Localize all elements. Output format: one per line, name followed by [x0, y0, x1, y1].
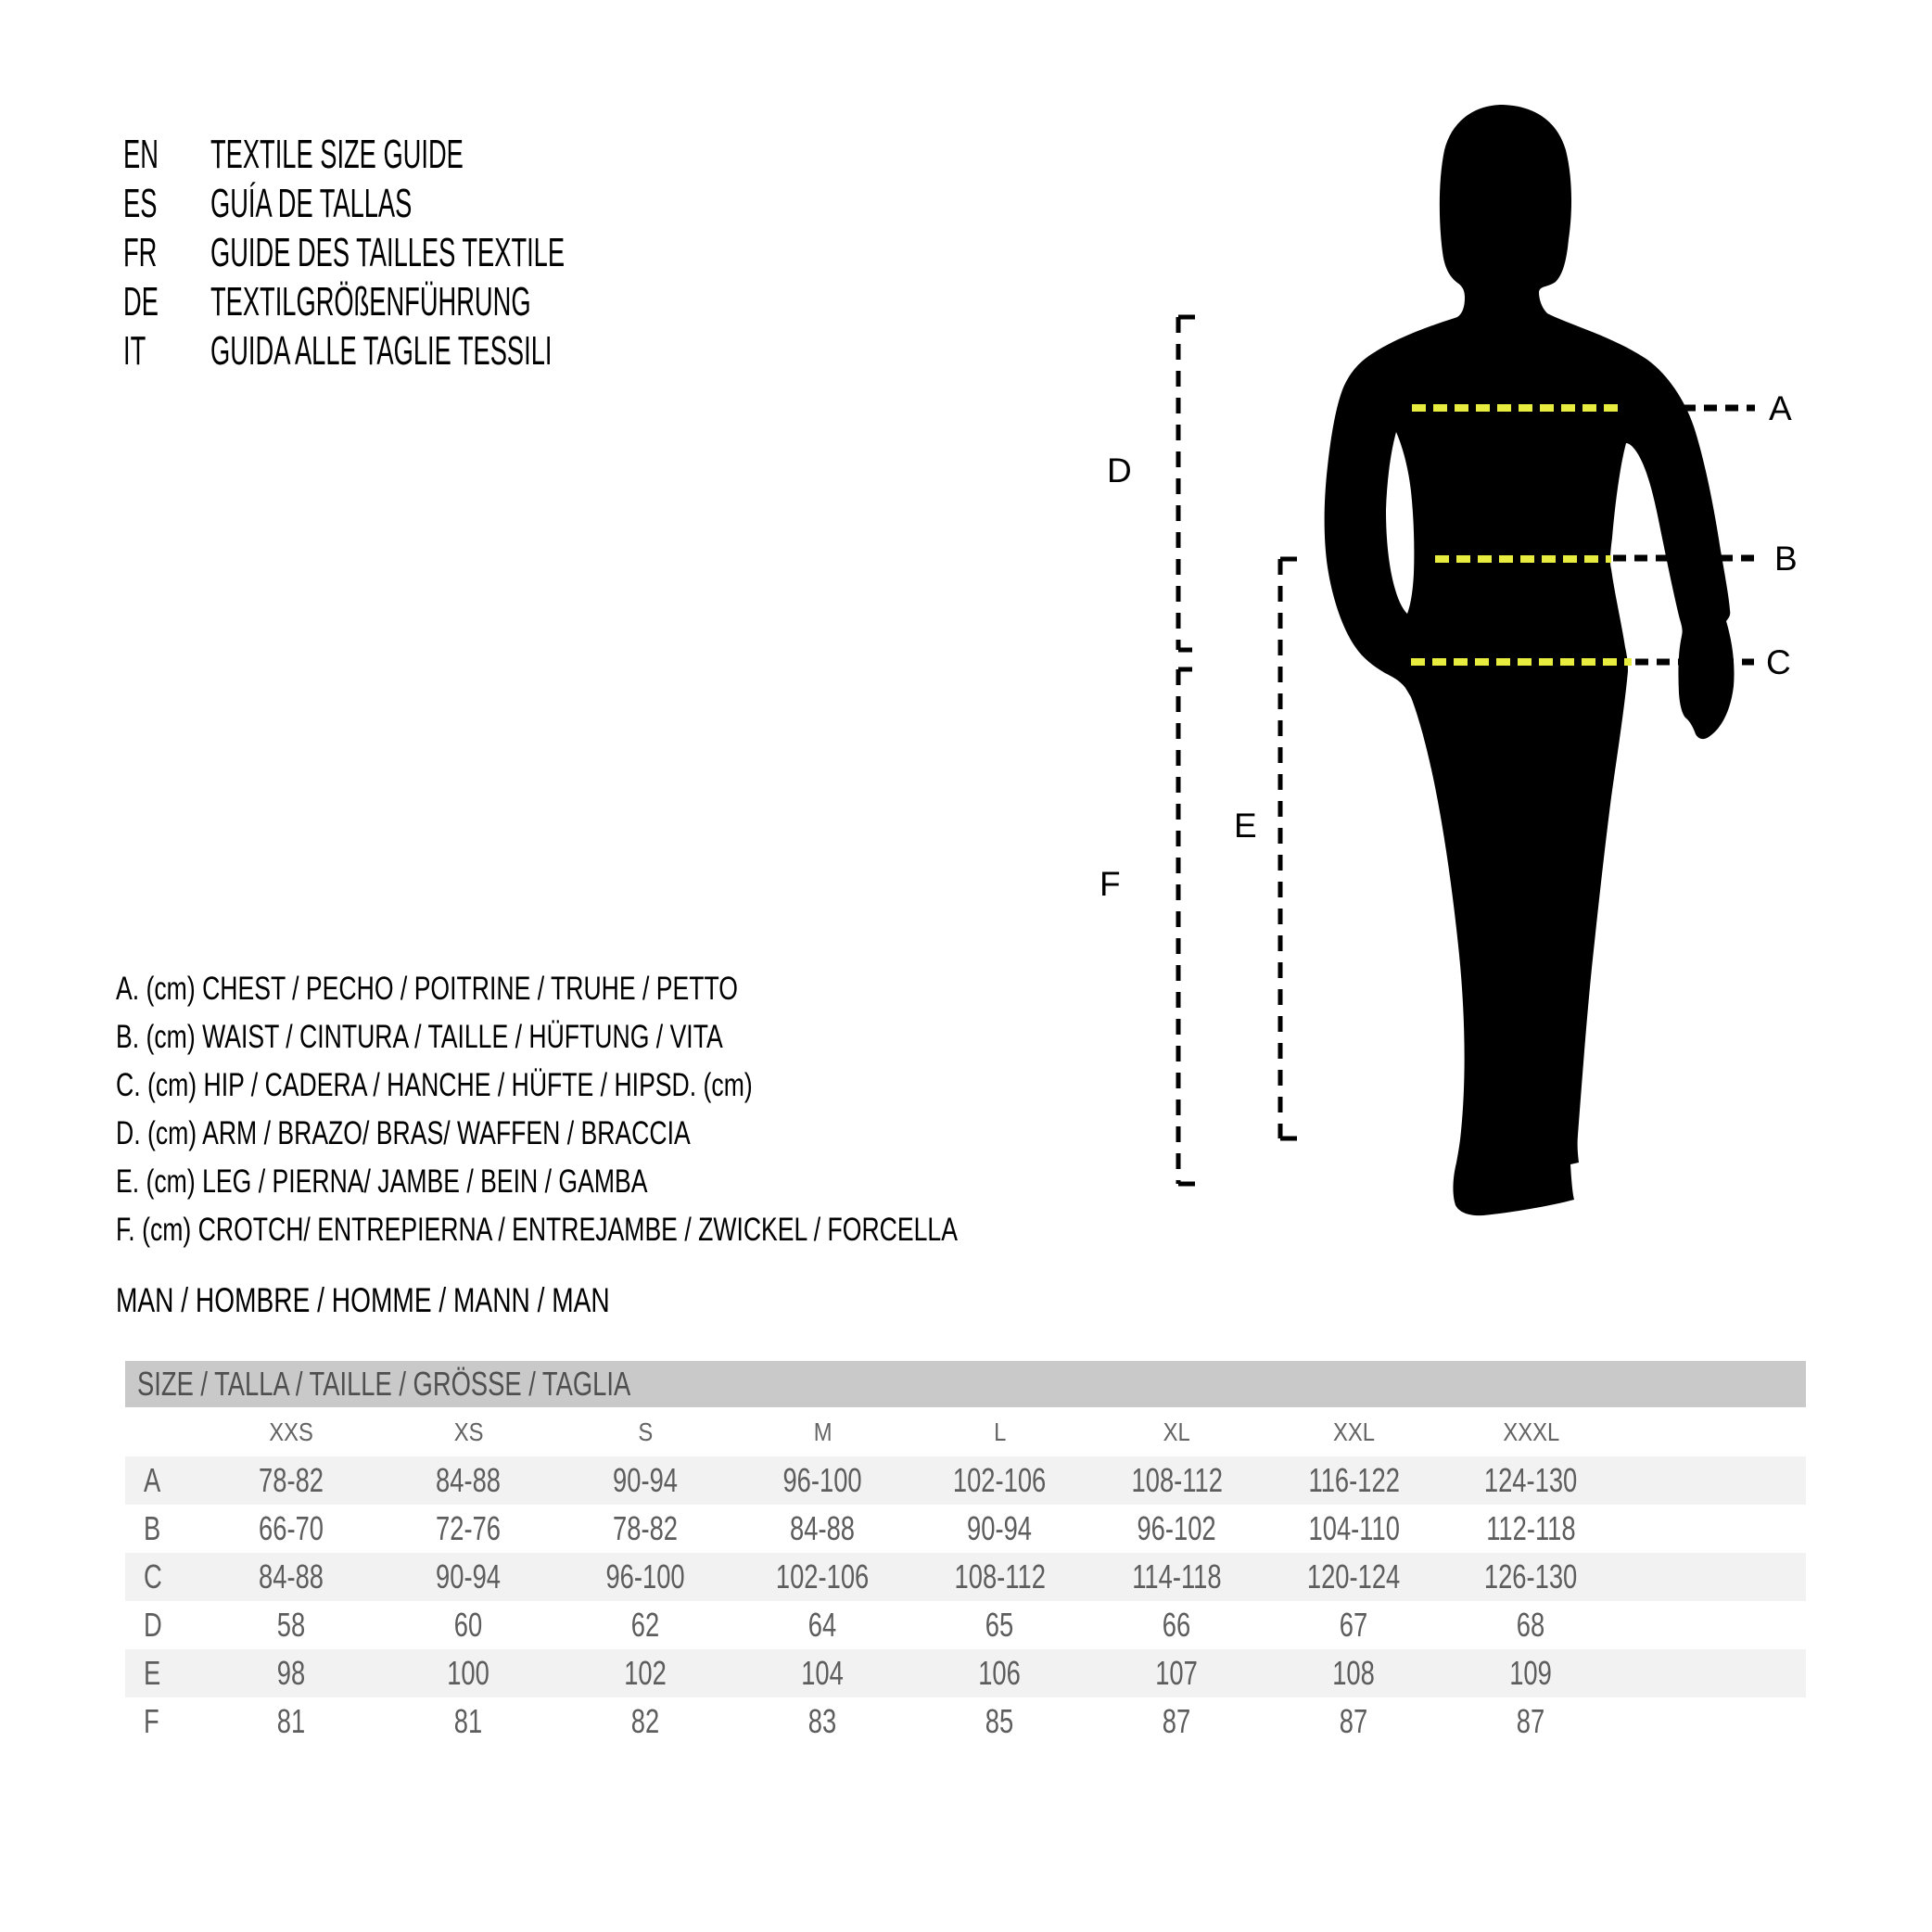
- category-line: MAN / HOMBRE / HOMME / MANN / MAN: [116, 1281, 610, 1319]
- table-cell: 68: [1517, 1606, 1545, 1644]
- table-cell: 85: [985, 1702, 1014, 1740]
- lang-code: FR: [123, 229, 158, 275]
- table-cell: 98: [277, 1654, 306, 1692]
- table-cell: 67: [1340, 1606, 1368, 1644]
- table-cell: 78-82: [613, 1509, 679, 1547]
- table-cell: 58: [277, 1606, 306, 1644]
- row-label: A: [144, 1461, 161, 1499]
- title-row-de: [123, 277, 782, 326]
- table-cell: 78-82: [259, 1461, 324, 1499]
- table-cell: 96-102: [1137, 1509, 1217, 1547]
- table-cell: 84-88: [436, 1461, 502, 1499]
- column-header-xxl: XXL: [1333, 1417, 1375, 1446]
- table-cell: 87: [1340, 1702, 1368, 1740]
- table-cell: 87: [1517, 1702, 1545, 1740]
- callout-crotch-label: F: [1099, 865, 1121, 903]
- table-row-chest: [125, 1456, 1806, 1505]
- lang-code: DE: [123, 278, 159, 324]
- title-row-en: [123, 130, 782, 179]
- table-cell: 90-94: [613, 1461, 679, 1499]
- legend-block: [116, 965, 1224, 1254]
- legend-line-hip: C. (cm) HIP / CADERA / HANCHE / HÜFTE / HIPSD. (cm): [116, 1067, 753, 1103]
- table-cell: 104: [801, 1654, 845, 1692]
- row-label: E: [144, 1654, 161, 1692]
- table-cell: 108: [1332, 1654, 1376, 1692]
- callout-chest-label: A: [1769, 389, 1792, 427]
- table-cell: 96-100: [605, 1557, 686, 1595]
- table-cell: 90-94: [436, 1557, 502, 1595]
- lang-code: EN: [123, 131, 159, 177]
- table-cell: 124-130: [1484, 1461, 1578, 1499]
- column-header-l: L: [993, 1417, 1007, 1446]
- callout-leg-label: E: [1234, 807, 1257, 845]
- table-cell: 107: [1155, 1654, 1199, 1692]
- table-cell: 90-94: [967, 1509, 1033, 1547]
- column-header-s: S: [638, 1417, 654, 1446]
- legend-line-arm: D. (cm) ARM / BRAZO/ BRAS/ WAFFEN / BRACCIA: [116, 1115, 691, 1151]
- table-row-crotch: [125, 1697, 1806, 1746]
- page-title: GUIDA ALLE TAGLIE TESSILI: [210, 327, 553, 374]
- table-cell: 66-70: [259, 1509, 324, 1547]
- legend-line-waist: B. (cm) WAIST / CINTURA / TAILLE / HÜFTUNG / VITA: [116, 1019, 723, 1055]
- size-table-header-bar: [125, 1361, 1806, 1407]
- table-cell: 100: [447, 1654, 490, 1692]
- title-block: [123, 130, 782, 375]
- table-row-arm: [125, 1601, 1806, 1649]
- size-column-header-row: [125, 1408, 1806, 1456]
- title-row-es: [123, 179, 782, 228]
- table-cell: 96-100: [782, 1461, 863, 1499]
- table-cell: 84-88: [790, 1509, 856, 1547]
- legend-line-chest: A. (cm) CHEST / PECHO / POITRINE / TRUHE / PETTO: [116, 971, 738, 1007]
- table-cell: 102-106: [776, 1557, 870, 1595]
- column-header-xxxl: XXXL: [1503, 1417, 1559, 1446]
- column-header-m: M: [813, 1417, 833, 1446]
- column-header-xs: XS: [453, 1417, 484, 1446]
- title-row-fr: [123, 228, 782, 277]
- column-header-xl: XL: [1163, 1417, 1191, 1446]
- page-title: TEXTILE SIZE GUIDE: [210, 131, 464, 177]
- table-cell: 112-118: [1486, 1509, 1576, 1547]
- table-cell: 64: [808, 1606, 837, 1644]
- table-cell: 84-88: [259, 1557, 324, 1595]
- row-label: F: [144, 1702, 159, 1740]
- table-row-leg: [125, 1649, 1806, 1697]
- table-cell: 106: [978, 1654, 1022, 1692]
- table-cell: 65: [985, 1606, 1014, 1644]
- callout-arm-label: D: [1107, 451, 1132, 489]
- table-cell: 104-110: [1308, 1509, 1400, 1547]
- size-table-header-label: SIZE / TALLA / TAILLE / GRÖSSE / TAGLIA: [137, 1365, 631, 1403]
- table-cell: 82: [631, 1702, 660, 1740]
- row-label: C: [144, 1557, 162, 1595]
- table-cell: 102-106: [953, 1461, 1047, 1499]
- page-title: TEXTILGRÖßENFÜHRUNG: [210, 278, 531, 324]
- table-cell: 81: [454, 1702, 483, 1740]
- table-cell: 60: [454, 1606, 483, 1644]
- table-cell: 72-76: [436, 1509, 502, 1547]
- table-cell: 102: [624, 1654, 667, 1692]
- lang-code: ES: [123, 180, 158, 226]
- title-row-it: [123, 326, 782, 375]
- table-cell: 87: [1163, 1702, 1191, 1740]
- legend-line-crotch: F. (cm) CROTCH/ ENTREPIERNA / ENTREJAMBE / ZWICKEL / FORCELLA: [116, 1212, 958, 1248]
- callout-waist-label: B: [1774, 540, 1798, 578]
- table-cell: 66: [1163, 1606, 1191, 1644]
- table-cell: 120-124: [1307, 1557, 1401, 1595]
- table-cell: 81: [277, 1702, 306, 1740]
- table-cell: 108-112: [1131, 1461, 1223, 1499]
- row-label: D: [144, 1606, 162, 1644]
- table-cell: 126-130: [1484, 1557, 1578, 1595]
- table-cell: 114-118: [1132, 1557, 1222, 1595]
- page-title: GUIDE DES TAILLES TEXTILE: [210, 229, 566, 275]
- table-cell: 109: [1509, 1654, 1553, 1692]
- row-label: B: [144, 1509, 161, 1547]
- page-title: GUÍA DE TALLAS: [210, 180, 413, 226]
- table-cell: 108-112: [954, 1557, 1046, 1595]
- lang-code: IT: [123, 327, 146, 374]
- column-header-xxs: XXS: [269, 1417, 314, 1446]
- callout-hip-label: C: [1766, 643, 1791, 681]
- table-row-waist: [125, 1505, 1806, 1553]
- legend-line-leg: E. (cm) LEG / PIERNA/ JAMBE / BEIN / GAMBA: [116, 1163, 648, 1200]
- table-row-hip: [125, 1553, 1806, 1601]
- table-cell: 62: [631, 1606, 660, 1644]
- table-cell: 83: [808, 1702, 837, 1740]
- table-cell: 116-122: [1308, 1461, 1400, 1499]
